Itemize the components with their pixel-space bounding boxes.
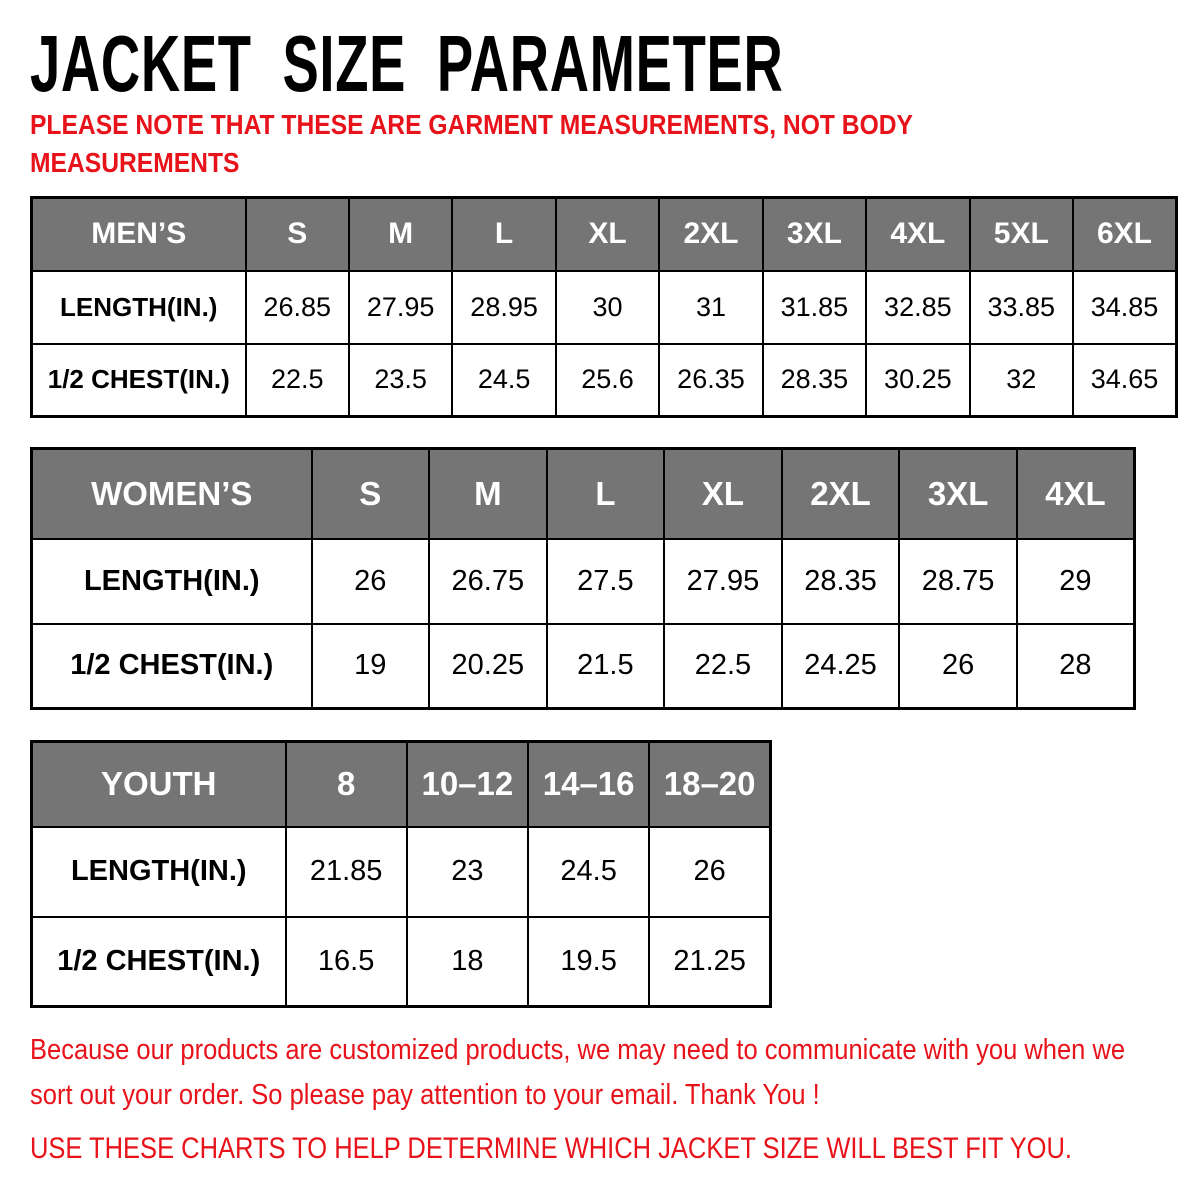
size-column-header: S: [312, 449, 430, 539]
value-cell: 16.5: [286, 917, 407, 1007]
size-column-header: 3XL: [899, 449, 1017, 539]
size-column-header: 5XL: [970, 198, 1073, 271]
size-column-header: 2XL: [659, 198, 762, 271]
size-column-header: L: [452, 198, 555, 271]
value-cell: 22.5: [246, 344, 349, 417]
size-column-header: 8: [286, 742, 407, 827]
value-cell: 19.5: [528, 917, 649, 1007]
size-column-header: 10–12: [407, 742, 528, 827]
value-cell: 23.5: [349, 344, 452, 417]
youth-chest-row: [32, 917, 771, 1007]
page-title: JACKET SIZE PARAMETER: [30, 19, 784, 108]
value-cell: 28.95: [452, 271, 555, 344]
size-column-header: 6XL: [1073, 198, 1177, 271]
size-column-header: M: [349, 198, 452, 271]
mens-length-row: [32, 271, 1177, 344]
size-column-header: S: [246, 198, 349, 271]
value-cell: 28.35: [763, 344, 866, 417]
value-cell: 31: [659, 271, 762, 344]
value-cell: 24.25: [782, 624, 900, 709]
value-cell: 25.6: [556, 344, 659, 417]
value-cell: 26: [312, 539, 430, 624]
womens-length-row: [32, 539, 1135, 624]
value-cell: 26.35: [659, 344, 762, 417]
value-cell: 33.85: [970, 271, 1073, 344]
custom-order-note: Because our products are customized products, we may need to communicate with you when we sort out your order. So please pay attention to your email. Thank You !: [30, 1034, 1126, 1111]
womens-size-table: [30, 447, 1136, 710]
value-cell: 19: [312, 624, 430, 709]
value-cell: 24.5: [528, 827, 649, 917]
value-cell: 27.95: [349, 271, 452, 344]
row-label-cell: LENGTH(IN.): [32, 271, 246, 344]
size-column-header: XL: [664, 449, 782, 539]
womens-table-title: WOMEN’S: [32, 449, 312, 539]
value-cell: 32.85: [866, 271, 969, 344]
value-cell: 28.75: [899, 539, 1017, 624]
value-cell: 26: [899, 624, 1017, 709]
youth-table-title: YOUTH: [32, 742, 286, 827]
mens-header-row: [32, 198, 1177, 271]
value-cell: 21.85: [286, 827, 407, 917]
value-cell: 31.85: [763, 271, 866, 344]
womens-header-row: [32, 449, 1135, 539]
row-label-cell: LENGTH(IN.): [32, 539, 312, 624]
size-column-header: 18–20: [649, 742, 770, 827]
mens-size-table: [30, 196, 1178, 418]
value-cell: 29: [1017, 539, 1135, 624]
value-cell: 26.85: [246, 271, 349, 344]
value-cell: 28.35: [782, 539, 900, 624]
value-cell: 23: [407, 827, 528, 917]
value-cell: 34.85: [1073, 271, 1177, 344]
mens-chest-row: [32, 344, 1177, 417]
row-label-cell: LENGTH(IN.): [32, 827, 286, 917]
value-cell: 27.95: [664, 539, 782, 624]
value-cell: 18: [407, 917, 528, 1007]
size-column-header: M: [429, 449, 547, 539]
value-cell: 24.5: [452, 344, 555, 417]
row-label-cell: 1/2 CHEST(IN.): [32, 917, 286, 1007]
size-column-header: 2XL: [782, 449, 900, 539]
youth-length-row: [32, 827, 771, 917]
youth-header-row: [32, 742, 771, 827]
value-cell: 30.25: [866, 344, 969, 417]
womens-chest-row: [32, 624, 1135, 709]
value-cell: 21.25: [649, 917, 770, 1007]
size-column-header: 4XL: [1017, 449, 1135, 539]
value-cell: 28: [1017, 624, 1135, 709]
row-label-cell: 1/2 CHEST(IN.): [32, 624, 312, 709]
mens-table-title: MEN’S: [32, 198, 246, 271]
value-cell: 27.5: [547, 539, 665, 624]
value-cell: 32: [970, 344, 1073, 417]
size-column-header: 4XL: [866, 198, 969, 271]
value-cell: 34.65: [1073, 344, 1177, 417]
size-column-header: 14–16: [528, 742, 649, 827]
size-column-header: L: [547, 449, 665, 539]
value-cell: 26: [649, 827, 770, 917]
size-column-header: 3XL: [763, 198, 866, 271]
garment-measurement-note: PLEASE NOTE THAT THESE ARE GARMENT MEASUREMENTS, NOT BODY MEASUREMENTS: [30, 109, 913, 178]
youth-size-table: [30, 740, 772, 1008]
value-cell: 26.75: [429, 539, 547, 624]
value-cell: 21.5: [547, 624, 665, 709]
value-cell: 20.25: [429, 624, 547, 709]
row-label-cell: 1/2 CHEST(IN.): [32, 344, 246, 417]
fit-advice-note: USE THESE CHARTS TO HELP DETERMINE WHICH JACKET SIZE WILL BEST FIT YOU.: [30, 1132, 1072, 1165]
value-cell: 22.5: [664, 624, 782, 709]
value-cell: 30: [556, 271, 659, 344]
size-column-header: XL: [556, 198, 659, 271]
